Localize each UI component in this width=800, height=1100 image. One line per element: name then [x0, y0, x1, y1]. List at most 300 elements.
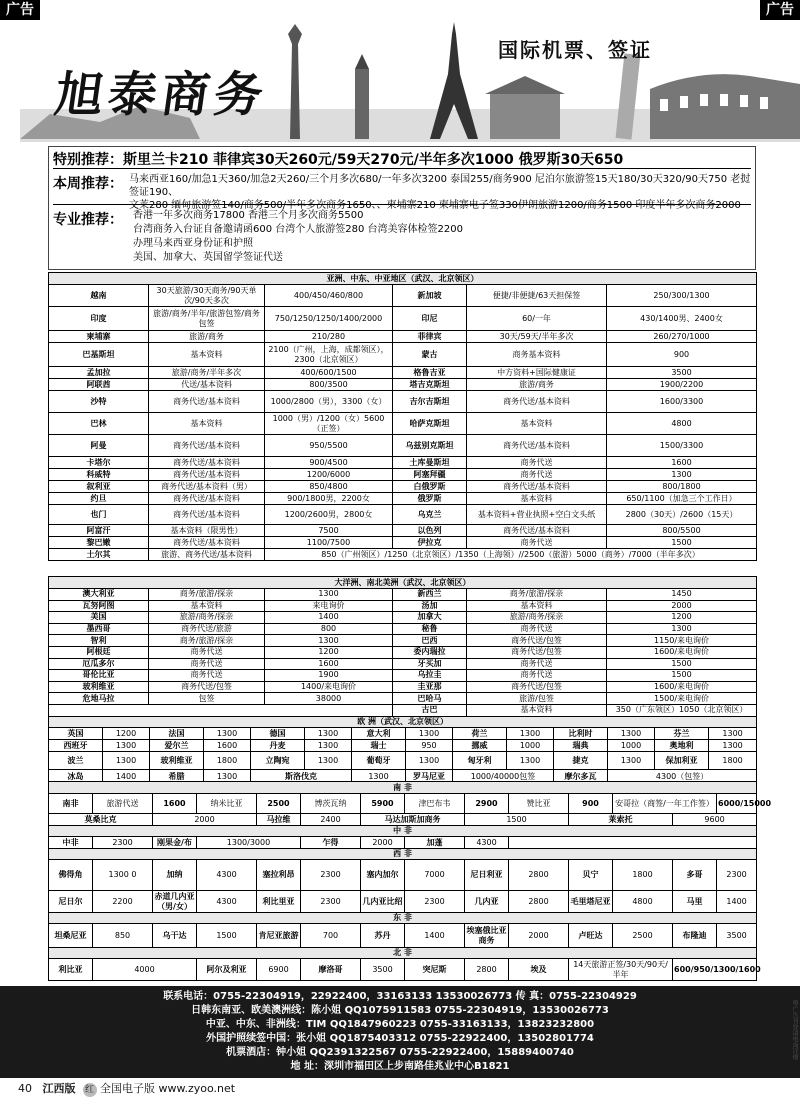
table-cell: 1900/2200	[607, 379, 757, 391]
table-cell: 代送/基本资料	[149, 379, 265, 391]
table-cell: 伊拉克	[393, 537, 467, 549]
table-cell: 1400	[265, 612, 393, 624]
table-cell: 埃及	[509, 959, 569, 981]
table-cell: 1400	[717, 891, 757, 913]
table-cell: 加拿大	[393, 612, 467, 624]
table-cell: 基本资料	[149, 600, 265, 612]
table-cell: 商务代送/基本资料	[467, 391, 607, 413]
weekly-line1: 马来西亚160/加急1天360/加急2天260/三个月多次680/一年多次3200 泰国255/商务900 尼泊尔旅游签15天180/30天320/90天750 老挝签证190、	[129, 174, 751, 198]
table-row	[49, 589, 757, 601]
table-cell: 1400/来电询价	[265, 681, 393, 693]
table-cell: 商务代送	[149, 646, 265, 658]
contact-line-address: 地 址：深圳市福田区上步南路佳兆业中心B1821	[290, 1061, 510, 1072]
table-row	[49, 646, 757, 658]
table-cell: 哈萨克斯坦	[393, 413, 467, 435]
table-cell: 菲律宾	[393, 331, 467, 343]
table-cell: 越南	[49, 285, 149, 307]
table-cell: 商务代送	[149, 658, 265, 670]
table-row	[49, 681, 757, 693]
table-cell: 商务代送	[467, 537, 607, 549]
table-cell: 1000	[608, 740, 655, 752]
table-cell: 商务代送	[467, 469, 607, 481]
table-cell: 商务基本资料	[467, 343, 607, 367]
table-cell: 商务代送	[467, 457, 607, 469]
table-cell: 美国	[49, 612, 149, 624]
edition-badge: 红	[83, 1083, 97, 1097]
table-cell: 贝宁	[569, 860, 613, 891]
table-cell: 加纳	[153, 860, 197, 891]
table-cell: 2800（30天）/2600（15天）	[607, 505, 757, 525]
table-row	[49, 391, 757, 413]
table-cell: 1300	[709, 728, 757, 740]
table-cell: 旅游/包签	[467, 693, 607, 705]
table-cell: 也门	[49, 505, 149, 525]
weekly-line2: 文莱280 缅甸旅游签140/商务500/半年多次商务1650、、柬埔寨210 柬埔寨电子签330伊朗旅游1200/商务1500 印度半年多次商务2000	[129, 200, 741, 211]
table-cell: 约旦	[49, 493, 149, 505]
table-cell: 1300	[204, 770, 251, 784]
table-cell: 大洋洲、南北美洲（武汉、北京领区）	[49, 577, 757, 589]
table-cell: 商务代送/基本资料	[467, 525, 607, 537]
site-link[interactable]: 全国电子版 www.zyoo.net	[100, 1082, 236, 1095]
table-cell: 瑞典	[554, 740, 608, 752]
table-cell: 2200	[93, 891, 153, 913]
table-cell: 1300	[305, 752, 352, 770]
table-cell: 南非	[49, 794, 93, 814]
table-cell: 2300	[405, 891, 465, 913]
table-cell: 商务代送/包签	[467, 646, 607, 658]
table-cell: 乌兹别克斯坦	[393, 435, 467, 457]
table-cell: 安哥拉（商签/一年工作签）	[613, 794, 717, 814]
table-cell: 土尔其	[49, 549, 149, 561]
brand-name: 旭泰商务	[51, 67, 272, 123]
table-row	[49, 924, 757, 948]
table-cell: 土库曼斯坦	[393, 457, 467, 469]
table-cell: 欧 洲（武汉、北京领区）	[49, 717, 757, 728]
table-cell: 卡塔尔	[49, 457, 149, 469]
table-cell: 2000	[361, 837, 405, 849]
table-cell: 旅游代送	[93, 794, 153, 814]
table-cell: 4300	[465, 837, 509, 849]
table-cell: 阿尔及利亚	[197, 959, 257, 981]
table-cell: 冰岛	[49, 770, 103, 784]
table-cell: 1300	[507, 752, 554, 770]
table-cell: 吉尔吉斯坦	[393, 391, 467, 413]
table-cell: 1300	[305, 728, 352, 740]
table-row	[49, 794, 757, 814]
table-cell: 旅游/商务	[149, 331, 265, 343]
table-cell: 基本资料	[149, 343, 265, 367]
table-cell: 1300	[406, 728, 453, 740]
table-cell: 智利	[49, 635, 149, 647]
table-cell: 1300	[507, 728, 554, 740]
table-cell: 商务代送/基本资料	[149, 391, 265, 413]
brand-slogan: 国际机票、签证	[498, 38, 652, 62]
table-cell: 商务代送/包签	[467, 635, 607, 647]
table-cell: 1600/3300	[607, 391, 757, 413]
table-cell: 1600/来电询价	[607, 681, 757, 693]
table-cell: 坦桑尼亚	[49, 924, 93, 948]
table-cell: 商务代送/包签	[149, 681, 265, 693]
table-row	[49, 959, 757, 981]
table-cell: 玻利维亚	[49, 681, 149, 693]
table-cell: 250/300/1300	[607, 285, 757, 307]
table-cell: 800	[265, 623, 393, 635]
page-footer	[18, 1080, 235, 1097]
table-row	[49, 728, 757, 740]
table-cell: 摩尔多瓦	[554, 770, 608, 784]
table-row	[49, 285, 757, 307]
table-row	[49, 704, 757, 716]
table-cell: 商务代送	[467, 623, 607, 635]
table-cell: 阿曼	[49, 435, 149, 457]
table-cell: 850（广州领区）/1250（北京领区）/1350（上海领）//2500（旅游）5000（商务）/7000（半年多次）	[265, 549, 757, 561]
table-cell: 巴基斯坦	[49, 343, 149, 367]
table-cell: 1300	[709, 740, 757, 752]
table-row	[49, 693, 757, 705]
table-cell: 1300	[607, 623, 757, 635]
table-cell: 肯尼亚旅游	[257, 924, 301, 948]
section-header	[49, 782, 757, 794]
table-cell: 莱索托	[569, 814, 673, 826]
promo-box	[48, 146, 756, 270]
table-cell: 1300	[406, 752, 453, 770]
table-cell: 尼日尔	[49, 891, 93, 913]
table-cell: 1400	[405, 924, 465, 948]
table-cell: 1200/6000	[265, 469, 393, 481]
edition-label: 江西版	[42, 1082, 76, 1095]
table-row	[49, 481, 757, 493]
table-cell: 商务代送/基本资料	[149, 537, 265, 549]
table-row	[49, 891, 757, 913]
table-cell: 乌拉圭	[393, 670, 467, 682]
asia-visa-table	[48, 272, 757, 561]
table-cell: 阿联酋	[49, 379, 149, 391]
table-cell: 阿根廷	[49, 646, 149, 658]
table-cell: 津巴布韦	[405, 794, 465, 814]
pro-line3: 办理马来西亚身份证和护照	[133, 238, 253, 249]
table-row	[49, 612, 757, 624]
table-cell: 9600	[673, 814, 757, 826]
table-cell: 2100（广州，上海，成都领区），2300（北京领区）	[265, 343, 393, 367]
table-cell: 750/1250/1250/1400/2000	[265, 307, 393, 331]
table-cell	[509, 837, 757, 849]
table-cell: 商务代送/基本资料	[149, 435, 265, 457]
table-cell: 5900	[361, 794, 405, 814]
contact-line-ticket-hotel: 机票酒店：钟小姐 QQ2391322567 0755-22922400，15889400740	[226, 1047, 574, 1058]
table-cell: 芬兰	[655, 728, 709, 740]
table-row	[49, 549, 757, 561]
table-cell: 4300	[197, 891, 257, 913]
table-cell: 2300	[301, 860, 361, 891]
table-cell: 英国	[49, 728, 103, 740]
table-cell: 马里	[673, 891, 717, 913]
table-row	[49, 331, 757, 343]
table-cell: 商务代送/基本资料	[467, 481, 607, 493]
table-cell: 汤加	[393, 600, 467, 612]
table-cell: 荷兰	[453, 728, 507, 740]
pro-row	[53, 209, 751, 269]
table-cell: 1600	[607, 457, 757, 469]
table-cell: 刚果金/布	[153, 837, 197, 849]
table-cell: 1200	[607, 612, 757, 624]
table-cell: 30天旅游/30天商务/90天单次/90天多次	[149, 285, 265, 307]
table-cell: 牙买加	[393, 658, 467, 670]
table-cell: 丹麦	[251, 740, 305, 752]
table-cell: 旅游/商务/探亲	[149, 612, 265, 624]
table-cell: 950	[406, 740, 453, 752]
table-cell: 1800	[613, 860, 673, 891]
table-cell: 600/950/1300/1600	[673, 959, 757, 981]
table-cell: 塞内加尔	[361, 860, 405, 891]
table-cell: 旅游、商务代送/基本资料	[149, 549, 265, 561]
table-cell: 1500	[607, 670, 757, 682]
table-cell: 基本资料	[149, 413, 265, 435]
table-cell: 2800	[509, 860, 569, 891]
table-cell: 1300	[265, 635, 393, 647]
table-cell: 商务/旅游/探亲	[149, 635, 265, 647]
table-cell: 叙利亚	[49, 481, 149, 493]
table-cell: 400/450/460/800	[265, 285, 393, 307]
special-row	[53, 149, 751, 169]
table-cell: 秘鲁	[393, 623, 467, 635]
table-cell: 瑞士	[352, 740, 406, 752]
table-cell: 匈牙利	[453, 752, 507, 770]
table-cell: 埃塞俄比亚商务	[465, 924, 509, 948]
table-cell: 2500	[257, 794, 301, 814]
table-row	[49, 435, 757, 457]
table-cell: 毛里塔尼亚	[569, 891, 613, 913]
table-cell: 商务代送/基本资料	[467, 435, 607, 457]
table-cell: 1450	[607, 589, 757, 601]
table-cell: 1600	[265, 658, 393, 670]
table-cell: 1900	[265, 670, 393, 682]
table-cell: 中方资料+国际健康证	[467, 367, 607, 379]
table-row	[49, 537, 757, 549]
table-cell: 1600	[204, 740, 251, 752]
special-text: 斯里兰卡210 菲律宾30天260元/59天270元/半年多次1000 俄罗斯30天650	[123, 152, 624, 168]
table-cell: 商务/旅游/探亲	[467, 589, 607, 601]
table-cell: 几内亚比绍	[361, 891, 405, 913]
contact-line-phones: 联系电话：0755-22304919，22922400，33163133 13530026773 传 真：0755-22304929	[163, 991, 637, 1002]
table-cell: 葡萄牙	[352, 752, 406, 770]
contact-line-passport: 外国护照续签中国：张小姐 QQ1875403312 0755-22922400，13502801774	[206, 1033, 594, 1044]
table-cell: 2800	[509, 891, 569, 913]
side-note: 粤广告刊登请电询详细	[791, 1000, 798, 1060]
table-cell: 尼日利亚	[465, 860, 509, 891]
table-row	[49, 493, 757, 505]
table-cell: 古巴	[393, 704, 467, 716]
table-cell: 1000（男）/1200（女）5600（正签）	[265, 413, 393, 435]
table-cell: 430/1400男、2400女	[607, 307, 757, 331]
table-cell: 4800	[613, 891, 673, 913]
table-cell: 7500	[265, 525, 393, 537]
table-cell: 多哥	[673, 860, 717, 891]
table-row	[49, 860, 757, 891]
table-cell: 2000	[607, 600, 757, 612]
table-cell: 新西兰	[393, 589, 467, 601]
table-cell: 斯洛伐克	[251, 770, 352, 784]
table-cell: 1500/3300	[607, 435, 757, 457]
table-cell: 4000	[93, 959, 197, 981]
table-cell: 苏丹	[361, 924, 405, 948]
table-cell: 蒙古	[393, 343, 467, 367]
table-cell: 1800	[204, 752, 251, 770]
table-cell: 希腊	[150, 770, 204, 784]
table-row	[49, 343, 757, 367]
contact-line-asia-europe: 日韩东南亚、欧美澳洲线：陈小姐 QQ1075911583 0755-22304919，13530026773	[191, 1005, 609, 1016]
table-cell: 俄罗斯	[393, 493, 467, 505]
table-cell: 2900	[465, 794, 509, 814]
table-cell: 旅游/商务/半年多次	[149, 367, 265, 379]
table-cell: 中 非	[49, 826, 757, 837]
table-cell: 圭亚那	[393, 681, 467, 693]
table-cell: 布隆迪	[673, 924, 717, 948]
table-cell: 900/4500	[265, 457, 393, 469]
table-cell: 突尼斯	[405, 959, 465, 981]
europe-visa-table	[48, 716, 757, 784]
table-row	[49, 670, 757, 682]
table-cell: 委内瑞拉	[393, 646, 467, 658]
table-cell: 商务代送	[149, 670, 265, 682]
table-cell: 1300	[204, 728, 251, 740]
table-cell: 7000	[405, 860, 465, 891]
section-header	[49, 948, 757, 959]
table-cell: 奥地利	[655, 740, 709, 752]
table-cell: 60/一年	[467, 307, 607, 331]
table-cell: 1200	[103, 728, 150, 740]
page-number: 40	[18, 1082, 32, 1095]
table-cell: 便捷/非便捷/63天担保签	[467, 285, 607, 307]
table-cell: 基本资料	[467, 493, 607, 505]
banner	[20, 14, 800, 142]
table-cell: 1500	[197, 924, 257, 948]
table-cell: 商务代送/包签	[467, 681, 607, 693]
table-cell: 2000	[509, 924, 569, 948]
table-row	[49, 600, 757, 612]
table-cell: 30天/59天/半年多次	[467, 331, 607, 343]
table-cell: 4800	[607, 413, 757, 435]
table-cell: 印度	[49, 307, 149, 331]
table-cell: 加蓬	[405, 837, 465, 849]
table-cell: 玻利维亚	[150, 752, 204, 770]
table-cell: 南 非	[49, 782, 757, 794]
table-cell: 利比亚	[49, 959, 93, 981]
ad-label-left: 广告	[0, 0, 40, 20]
table-cell: 塔吉克斯坦	[393, 379, 467, 391]
table-row	[49, 623, 757, 635]
table-row	[49, 740, 757, 752]
table-cell: 2300	[301, 891, 361, 913]
africa-visa-table	[48, 781, 772, 981]
table-row	[49, 752, 757, 770]
contact-line-mideast-africa: 中亚、中东、非洲线：TIM QQ1847960223 0755-33163133，13823232800	[205, 1019, 595, 1030]
table-cell: 阿富汗	[49, 525, 149, 537]
table-cell: 1300	[608, 728, 655, 740]
table-cell: 爱尔兰	[150, 740, 204, 752]
table-cell: 亚洲、中东、中亚地区（武汉、北京领区）	[49, 273, 757, 285]
table-cell: 1000/40000包签	[453, 770, 554, 784]
table-cell: 博茨瓦纳	[301, 794, 361, 814]
table-cell: 商务代送	[467, 658, 607, 670]
table-cell: 科威特	[49, 469, 149, 481]
table-cell: 1200/2600男，2800女	[265, 505, 393, 525]
table-cell: 1150/来电询价	[607, 635, 757, 647]
table-cell: 1000	[507, 740, 554, 752]
table-cell: 1100/7500	[265, 537, 393, 549]
table-cell: 800/3500	[265, 379, 393, 391]
table-row	[49, 525, 757, 537]
table-cell: 1200	[265, 646, 393, 658]
table-cell: 1500	[607, 658, 757, 670]
table-cell: 4300	[197, 860, 257, 891]
table-cell: 1300	[265, 589, 393, 601]
table-row	[49, 379, 757, 391]
table-row	[49, 367, 757, 379]
table-cell: 白俄罗斯	[393, 481, 467, 493]
table-cell: 墨西哥	[49, 623, 149, 635]
table-cell: 1400	[103, 770, 150, 784]
table-row	[49, 413, 757, 435]
table-cell: 900	[607, 343, 757, 367]
pro-label: 专业推荐：	[53, 212, 123, 228]
table-cell: 1500/来电询价	[607, 693, 757, 705]
table-cell: 立陶宛	[251, 752, 305, 770]
table-cell: 基本资料	[467, 413, 607, 435]
table-cell: 700	[301, 924, 361, 948]
table-cell: 德国	[251, 728, 305, 740]
table-cell: 乍得	[301, 837, 361, 849]
table-cell: 1300	[305, 740, 352, 752]
table-cell: 1300 0	[93, 860, 153, 891]
table-cell: 950/5500	[265, 435, 393, 457]
special-label: 特别推荐：	[53, 152, 123, 168]
table-cell: 3500	[717, 924, 757, 948]
table-cell: 2500	[613, 924, 673, 948]
table-row	[49, 307, 757, 331]
table-cell: 400/600/1500	[265, 367, 393, 379]
table-cell: 基本资料+营业执照+空白文头纸	[467, 505, 607, 525]
table-cell: 4300（包签）	[608, 770, 757, 784]
table-cell: 西班牙	[49, 740, 103, 752]
table-cell: 1300	[607, 469, 757, 481]
table-cell: 纳米比亚	[197, 794, 257, 814]
table-cell: 1300	[103, 740, 150, 752]
table-cell: 比利时	[554, 728, 608, 740]
table-cell: 14天旅游正签/30天/90天/半年	[569, 959, 673, 981]
table-cell: 挪威	[453, 740, 507, 752]
table-cell: 旅游/商务/探亲	[467, 612, 607, 624]
table-cell: 以色列	[393, 525, 467, 537]
table-cell: 850/4800	[265, 481, 393, 493]
table-cell: 1600/来电询价	[607, 646, 757, 658]
table-cell: 利比里亚	[257, 891, 301, 913]
table-cell: 摩洛哥	[301, 959, 361, 981]
table-cell: 赞比亚	[509, 794, 569, 814]
table-cell: 商务代送/基本资料	[149, 493, 265, 505]
table-row	[49, 635, 757, 647]
table-cell: 旅游/商务/半年/旅游包签/商务包签	[149, 307, 265, 331]
table-row	[49, 658, 757, 670]
table-cell: 900	[569, 794, 613, 814]
table-cell: 800/1800	[607, 481, 757, 493]
table-cell: 赤道几内亚（男/女）	[154, 891, 195, 911]
table-cell: 商务代送/旅游	[149, 623, 265, 635]
table-cell: 6900	[257, 959, 301, 981]
table-cell: 1500	[607, 537, 757, 549]
table-cell: 沙特	[49, 391, 149, 413]
table-cell	[49, 704, 393, 716]
table-cell: 巴哈马	[393, 693, 467, 705]
